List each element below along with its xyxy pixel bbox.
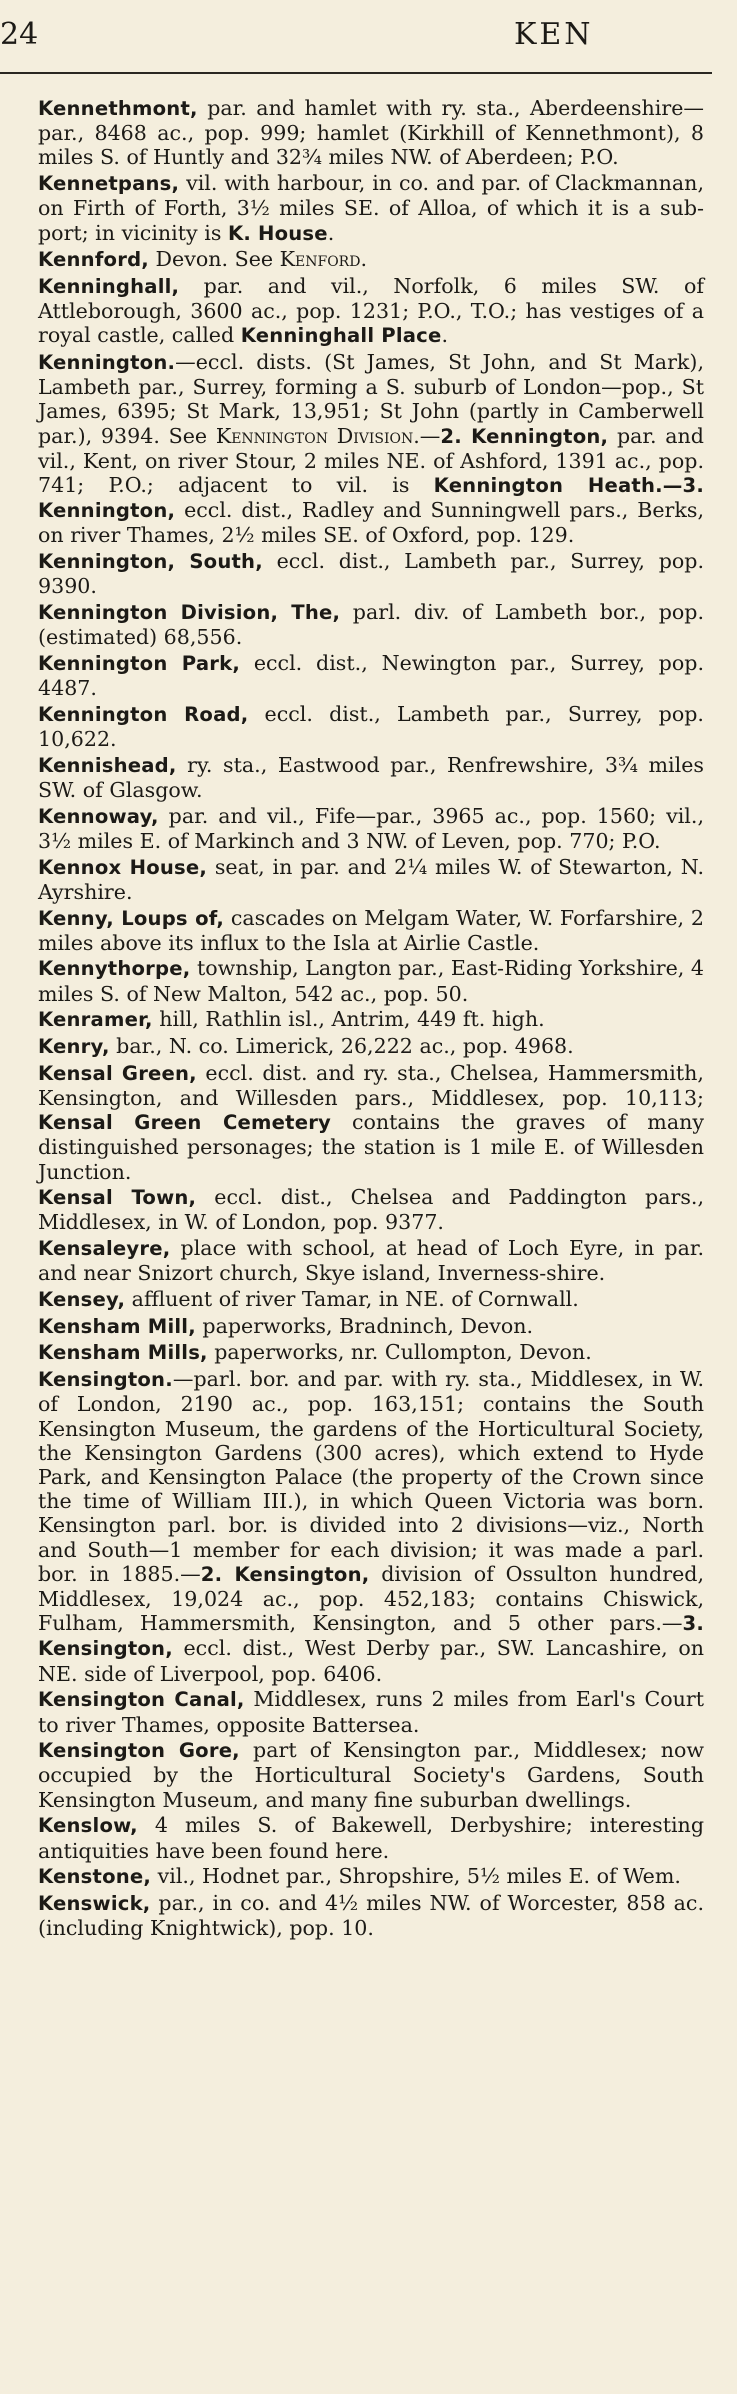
- gazetteer-entry: [38, 1864, 704, 1889]
- sub-headword: Kennington Heath.—3. Kennington,: [38, 474, 705, 523]
- entry-headword: Kennington.: [38, 351, 176, 375]
- entry-headword: Kensaleyre,: [38, 1237, 171, 1261]
- entry-headword: Kennythorpe,: [38, 957, 191, 981]
- gazetteer-entry: [38, 247, 704, 272]
- entry-headword: Kenramer,: [38, 1008, 153, 1032]
- gazetteer-entry: [38, 753, 704, 802]
- gazetteer-entry: [38, 804, 704, 853]
- entry-headword: Kennetpans,: [38, 172, 180, 196]
- entry-text: eccl. dist. and ry. sta., Chelsea, Hammersmith, Kensington, and Willesden pars., Middlesex, pop. 10,113;: [38, 1060, 704, 1110]
- gazetteer-entry: [38, 906, 704, 955]
- entry-text: —eccl. dists. (St James, St John, and St Mark), Lambeth par., Surrey, forming a S. suburb of London—pop., St James, 6395; St Mark, 13,951; St John (partly in Camberwell par.), 9394. See: [38, 350, 704, 448]
- entry-text: vil. with harbour, in co. and par. of Clackmannan, on Firth of Forth, 3½ miles SE. of Alloa, of which it is a sub-port; in vicinity is: [38, 171, 704, 245]
- entry-headword: Kennoway,: [38, 804, 159, 828]
- entry-headword: Kennington Division, The,: [38, 601, 341, 625]
- entry-headword: Kenny, Loups of,: [38, 906, 225, 930]
- gazetteer-entry: [38, 651, 704, 700]
- entry-headword: Kenslow,: [38, 1814, 138, 1838]
- entry-text: ry. sta., Eastwood par., Renfrewshire, 3¾ miles SW. of Glasgow.: [38, 752, 704, 802]
- entry-headword: Kensham Mill,: [38, 1314, 196, 1338]
- entry-headword: Kensington Gore,: [38, 1739, 240, 1763]
- entry-text: .: [441, 323, 449, 348]
- entry-text: eccl. dist., Radley and Sunningwell pars., Berks, on river Thames, 2½ miles SE. of Oxford, pop. 129.: [38, 498, 704, 548]
- entry-text: paperworks, nr. Cullompton, Devon.: [207, 1340, 592, 1365]
- entry-text: par. and vil., Kent, on river Stour, 2 miles NE. of Ashford, 1391 ac., pop. 741; P.O.; adjacent to vil. is: [38, 423, 704, 498]
- entry-headword: Kenstone,: [38, 1865, 152, 1889]
- entry-headword: Kennington Park,: [38, 651, 240, 675]
- sub-headword: 3. Kensington,: [38, 1612, 704, 1661]
- gazetteer-entry: [38, 1813, 704, 1862]
- gazetteer-entry: [38, 274, 704, 349]
- entry-text: .—: [413, 423, 441, 448]
- entry-text: eccl. dist., West Derby par., SW. Lancashire, on NE. side of Liverpool, pop. 6406.: [38, 1636, 704, 1686]
- gazetteer-entries: [38, 96, 704, 1942]
- entry-headword: Kensham Mills,: [38, 1341, 208, 1365]
- page-number: 24: [0, 17, 39, 52]
- entry-text: seat, in par. and 2¼ miles W. of Stewarton, N. Ayrshire.: [38, 854, 704, 904]
- gazetteer-entry: [38, 1891, 704, 1940]
- entry-headword: Kenninghall,: [38, 274, 180, 298]
- sub-headword: Kenninghall Place: [240, 324, 442, 348]
- entry-text: hill, Rathlin isl., Antrim, 449 ft. high.: [152, 1007, 545, 1032]
- entry-headword: Kensey,: [38, 1288, 126, 1312]
- entry-text: parl. div. of Lambeth bor., pop. (estimated) 68,556.: [38, 600, 705, 650]
- entry-text: place with school, at head of Loch Eyre, in par. and near Snizort church, Skye island, Inverness-shire.: [38, 1236, 704, 1286]
- entry-text: .: [360, 247, 367, 272]
- entry-text: township, Langton par., East-Riding Yorkshire, 4 miles S. of New Malton, 542 ac., pop. 50.: [38, 956, 704, 1006]
- entry-headword: Kennishead,: [38, 753, 177, 777]
- running-head: KEN: [514, 17, 594, 52]
- gazetteer-entry: [38, 1185, 704, 1234]
- entry-headword: Kensington Canal,: [38, 1688, 245, 1712]
- entry-text: vil., Hodnet par., Shropshire, 5½ miles E. of Wem.: [151, 1864, 681, 1889]
- gazetteer-entry: [38, 1367, 704, 1686]
- entry-text: .: [327, 220, 335, 245]
- entry-text: cascades on Melgam Water, W. Forfarshire, 2 miles above its influx to the Isla at Airlie Castle.: [38, 905, 704, 955]
- gazetteer-entry: [38, 855, 704, 904]
- entry-headword: Kensal Green,: [38, 1061, 197, 1085]
- gazetteer-entry: [38, 1340, 704, 1365]
- cross-reference: Kennington Division: [215, 423, 414, 448]
- entry-text: division of Ossulton hundred, Middlesex, 19,024 ac., pop. 452,183; contains Chiswick, Fulham, Hammersmith, Kensington, and 5 other pars.—: [38, 1561, 704, 1636]
- entry-headword: Kensington.: [38, 1368, 173, 1392]
- sub-headword: 2. Kensington,: [200, 1562, 370, 1586]
- gazetteer-entry: [38, 1034, 704, 1059]
- entry-text: bar., N. co. Limerick, 26,222 ac., pop. 4968.: [109, 1034, 574, 1059]
- gazetteer-entry: [38, 1007, 704, 1032]
- gazetteer-entry: [38, 1314, 704, 1339]
- entry-text: 4 miles S. of Bakewell, Derbyshire; interesting antiquities have been found here.: [38, 1813, 704, 1863]
- entry-text: par. and vil., Fife—par., 3965 ac., pop. 1560; vil., 3½ miles E. of Markinch and 3 NW. of Leven, pop. 770; P.O.: [38, 803, 704, 853]
- entry-text: part of Kensington par., Middlesex; now occupied by the Horticultural Society's Gardens, South Kensington Museum, and many fine suburban dwellings.: [38, 1738, 704, 1812]
- sub-headword: K. House: [227, 221, 328, 245]
- gazetteer-entry: [38, 1287, 704, 1312]
- gazetteer-entry: [38, 350, 704, 548]
- entry-headword: Kennethmont,: [38, 97, 198, 120]
- gazetteer-entry: [38, 600, 704, 649]
- entry-text: eccl. dist., Chelsea and Paddington pars., Middlesex, in W. of London, pop. 9377.: [38, 1185, 704, 1235]
- entry-text: par. and hamlet with ry. sta., Aberdeenshire—par., 8468 ac., pop. 999; hamlet (Kirkhill of Kennethmont), 8 miles S. of Huntly and 32¾ miles NW. of Aberdeen; P.O.: [38, 96, 704, 170]
- entry-text: eccl. dist., Lambeth par., Surrey, pop. 9390.: [38, 549, 705, 599]
- entry-headword: Kennington, South,: [38, 550, 263, 574]
- sub-headword: Kensal Green Cemetery: [38, 1111, 332, 1135]
- entry-text: paperworks, Bradninch, Devon.: [195, 1313, 534, 1338]
- entry-text: eccl. dist., Newington par., Surrey, pop. 4487.: [38, 650, 704, 701]
- entry-headword: Kensal Town,: [38, 1186, 197, 1210]
- entry-text: contains the graves of many distinguished personages; the station is 1 mile E. of Willesden Junction.: [38, 1110, 704, 1184]
- gazetteer-entry: [38, 171, 704, 246]
- gazetteer-entry: [38, 1687, 704, 1736]
- gazetteer-entry: [38, 1236, 704, 1285]
- cross-reference: Kenford: [279, 247, 361, 272]
- entry-headword: Kennox House,: [38, 855, 208, 879]
- gazetteer-entry: [38, 549, 704, 598]
- entry-text: par., in co. and 4½ miles NW. of Worcester, 858 ac. (including Knightwick), pop. 10.: [38, 1890, 704, 1941]
- entry-text: Devon. See: [148, 247, 280, 272]
- entry-headword: Kennford,: [38, 248, 149, 272]
- entry-headword: Kenswick,: [38, 1891, 151, 1915]
- entry-text: par. and vil., Norfolk, 6 miles SW. of Attleborough, 3600 ac., pop. 1231; P.O., T.O.; has vestiges of a royal castle, called: [38, 273, 704, 348]
- gazetteer-entry: [38, 702, 704, 751]
- entry-text: eccl. dist., Lambeth par., Surrey, pop. 10,622.: [38, 701, 704, 752]
- gazetteer-entry: [38, 1061, 704, 1184]
- page-header: [0, 0, 737, 62]
- gazetteer-entry: [38, 956, 704, 1005]
- entry-text: Middlesex, runs 2 miles from Earl's Court to river Thames, opposite Battersea.: [38, 1687, 704, 1737]
- entry-headword: Kenry,: [38, 1035, 110, 1059]
- header-rule: [0, 72, 712, 74]
- gazetteer-entry: [38, 1738, 704, 1812]
- gazetteer-entry: [38, 96, 704, 170]
- sub-headword: 2. Kennington,: [440, 424, 609, 448]
- entry-text: affluent of river Tamar, in NE. of Cornwall.: [125, 1287, 579, 1312]
- entry-text: —parl. bor. and par. with ry. sta., Middlesex, in W. of London, 2190 ac., pop. 163,151; contains the South Kensington Museum, the gardens of the Horticultural Society, the Kensington Gardens (300 acres), which extend to Hyde Park, and Kensington Palace (the property of the Crown since the time of William III.), in which Queen Victoria was born. Kensington parl. bor. is divided into 2 divisions—viz., North and South—1 member for each division; it was made a parl. bor. in 1885.—: [38, 1367, 704, 1586]
- entry-headword: Kennington Road,: [38, 702, 249, 726]
